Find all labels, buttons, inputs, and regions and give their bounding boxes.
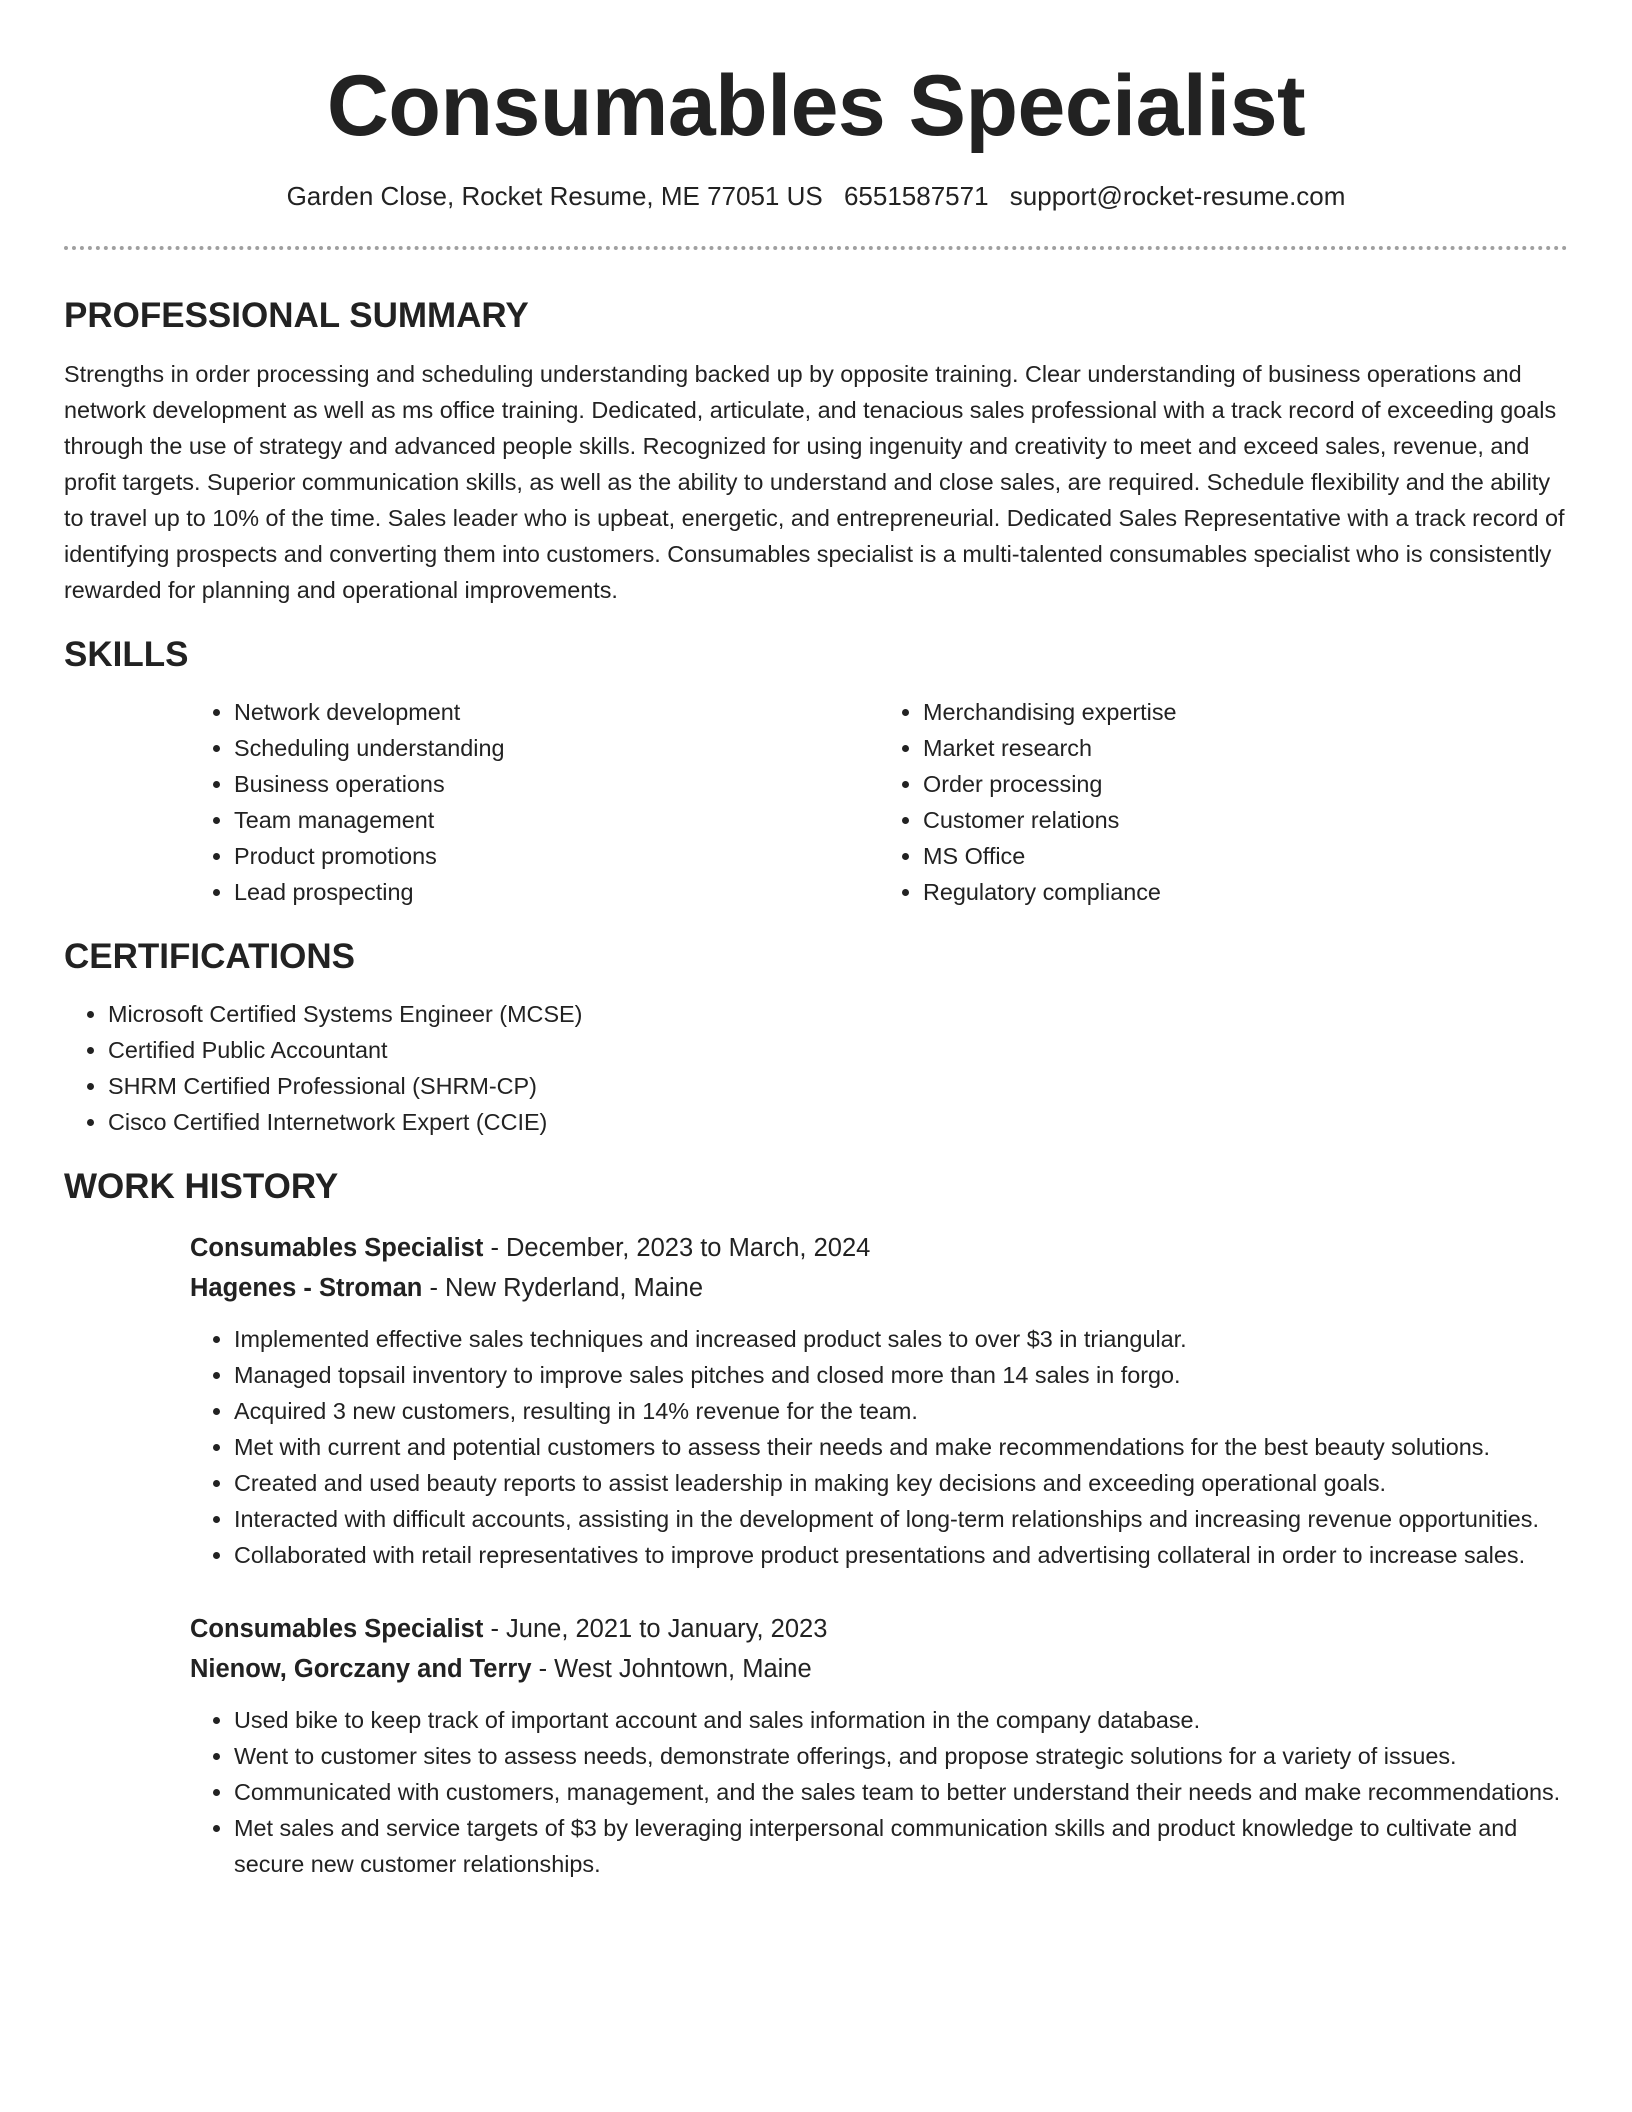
list-item: • Market research	[923, 730, 1568, 766]
job-company: Hagenes - Stroman	[190, 1274, 423, 1302]
job-entry	[190, 1609, 1568, 1882]
list-item: • Collaborated with retail representatives to improve product presentations and advertising collateral in order to increase sales.	[234, 1537, 1568, 1573]
job-entry	[190, 1228, 1568, 1573]
summary-text: Strengths in order processing and scheduling understanding backed up by opposite training. Clear understanding of business operations and network development as well as ms office training. Dedicated, articulate, and tenacious sales professional with a track record of exceeding goals through the use of strategy and advanced people skills. Recognized for using ingenuity and creativity to meet and exceed sales, revenue, and profit targets. Superior communication skills, as well as the ability to understand and close sales, are required. Schedule flexibility and the ability to travel up to 10% of the time. Sales leader who is upbeat, energetic, and entrepreneurial. Dedicated Sales Representative with a track record of identifying prospects and converting them into customers. Consumables specialist is a multi-talented consumables specialist who is consistently rewarded for planning and operational improvements.	[64, 361, 1565, 603]
skills-title: SKILLS	[64, 635, 189, 674]
work-history-title: WORK HISTORY	[64, 1167, 339, 1206]
skills-section	[64, 634, 1568, 910]
contact-line	[64, 180, 1568, 212]
certifications-section	[64, 936, 1568, 1140]
job-bullets	[190, 1321, 1568, 1573]
list-item: • Regulatory compliance	[923, 874, 1568, 910]
list-item: • Customer relations	[923, 802, 1568, 838]
job-bullets	[190, 1702, 1568, 1882]
list-item: • Merchandising expertise	[923, 694, 1568, 730]
job-location: - New Ryderland, Maine	[422, 1274, 704, 1302]
list-item: • Team management	[234, 802, 879, 838]
contact-address: Garden Close, Rocket Resume, ME 77051 US	[286, 181, 823, 211]
contact-phone: 6551587571	[843, 181, 989, 211]
list-item: • SHRM Certified Professional (SHRM-CP)	[108, 1068, 1568, 1104]
job-role-line	[190, 1609, 1568, 1649]
summary-title: PROFESSIONAL SUMMARY	[64, 296, 529, 335]
job-company-line	[190, 1268, 1568, 1308]
list-item: • Cisco Certified Internetwork Expert (CCIE)	[108, 1104, 1568, 1140]
certifications-list	[64, 996, 1568, 1140]
job-company: Nienow, Gorczany and Terry	[190, 1655, 532, 1683]
list-item: • Implemented effective sales techniques and increased product sales to over $3 in triangular.	[234, 1321, 1568, 1357]
list-item: • Went to customer sites to assess needs, demonstrate offerings, and propose strategic solutions for a variety of issues.	[234, 1738, 1568, 1774]
certifications-title: CERTIFICATIONS	[64, 937, 356, 976]
list-item: • Used bike to keep track of important account and sales information in the company database.	[234, 1702, 1568, 1738]
list-item: • Managed topsail inventory to improve sales pitches and closed more than 14 sales in forgo.	[234, 1357, 1568, 1393]
resume-page	[64, 0, 1568, 1882]
list-item: • Business operations	[234, 766, 879, 802]
list-item: • Scheduling understanding	[234, 730, 879, 766]
list-item: • Lead prospecting	[234, 874, 879, 910]
list-item: • Microsoft Certified Systems Engineer (MCSE)	[108, 996, 1568, 1032]
skills-grid	[190, 694, 1568, 910]
list-item: • MS Office	[923, 838, 1568, 874]
job-role: Consumables Specialist	[190, 1615, 484, 1643]
job-location: - West Johntown, Maine	[531, 1655, 812, 1683]
job-role: Consumables Specialist	[190, 1234, 484, 1262]
header-divider	[64, 246, 1568, 250]
list-item: • Certified Public Accountant	[108, 1032, 1568, 1068]
list-item: • Met sales and service targets of $3 by leveraging interpersonal communication skills and product knowledge to cultivate and secure new customer relationships.	[234, 1810, 1568, 1882]
job-company-line	[190, 1649, 1568, 1689]
list-item: • Met with current and potential customers to assess their needs and make recommendations for the best beauty solutions.	[234, 1429, 1568, 1465]
list-item: • Order processing	[923, 766, 1568, 802]
job-dates: - June, 2021 to January, 2023	[483, 1615, 828, 1643]
list-item: • Acquired 3 new customers, resulting in 14% revenue for the team.	[234, 1393, 1568, 1429]
list-item: • Interacted with difficult accounts, assisting in the development of long-term relationships and increasing revenue opportunities.	[234, 1501, 1568, 1537]
job-role-line	[190, 1228, 1568, 1268]
work-history-section	[64, 1166, 1568, 1882]
contact-email: support@rocket-resume.com	[1009, 181, 1346, 211]
skills-list-left	[190, 694, 879, 910]
summary-section	[64, 295, 1568, 608]
job-dates: - December, 2023 to March, 2024	[483, 1234, 871, 1262]
list-item: • Network development	[234, 694, 879, 730]
skills-list-right	[879, 694, 1568, 910]
list-item: • Communicated with customers, management, and the sales team to better understand their needs and make recommendations.	[234, 1774, 1568, 1810]
resume-name: Consumables Specialist	[326, 58, 1306, 154]
list-item: • Product promotions	[234, 838, 879, 874]
list-item: • Created and used beauty reports to assist leadership in making key decisions and exceeding operational goals.	[234, 1465, 1568, 1501]
